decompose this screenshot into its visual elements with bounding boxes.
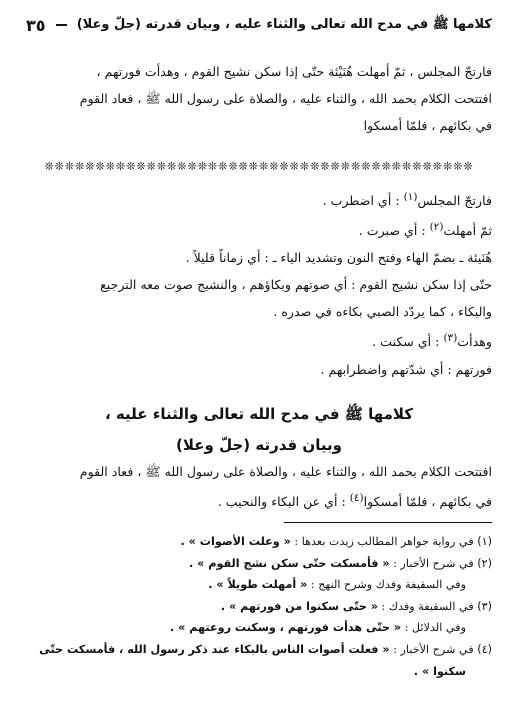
- note-line: والبكاء ، كما يردّد الصبي بكاءه في صدره .: [273, 304, 492, 320]
- footnote: (٤) في شرح الأخبار : « فعلت أصوات الناس بالبكاء عند ذكر رسول الله ، فأمسكت حتّى: [39, 642, 492, 656]
- note-line: وهدأت$^{(٣)}$ : أي سكنت .: [372, 332, 492, 350]
- note-line: حتّى إذا سكن نشيج القوم : أي صوتهم وبكاؤهم ، والنشيج صوت معه الترجيع: [100, 277, 492, 293]
- running-header: [26, 12, 492, 38]
- note-line: ثمّ أمهلت$^{(٢)}$ : أي صبرت .: [358, 221, 492, 239]
- header-rule: [56, 24, 67, 26]
- footnote: سكنوا » .: [413, 664, 466, 678]
- section-heading: كلامها ﷺ في مدح الله تعالى والثناء عليه ،: [104, 405, 414, 423]
- footnote: (١) في رواية جواهر المطالب زيدت بعدها : « وعلت الأصوات » .: [180, 535, 492, 548]
- footnote: (٣) في السقيفة وفدك : « حتّى سكنوا من فورتهم » .: [220, 599, 492, 613]
- note-line: فورتهم : أي شدّتهم واضطرابهم .: [320, 361, 492, 377]
- footnote-ref[interactable]: (٣): [443, 332, 458, 345]
- body-line: افتتحت الكلام بحمد الله ، والثناء عليه ، والصلاة على رسول الله ﷺ ، فعاد القوم: [79, 464, 492, 479]
- glossary-notes: [26, 184, 492, 383]
- body-line: في بكائهم ، فلمّا أمسكوا$^{(٤)}$ : أي عن البكاء والنحيب .: [217, 492, 492, 510]
- header-title: كلامها ﷺ في مدح الله تعالى والثناء عليه ، وبيان قدرته (جلّ وعلا): [76, 16, 492, 32]
- footnote: وفي السقيفة وفدك وشرح النهج : « أمهلت طويلاً » .: [208, 578, 466, 592]
- section-subheading: وبيان قدرته (جلّ وعلا): [176, 436, 342, 454]
- footnote: وفي الدلائل : « حتّى هدأت فورتهم ، وسكنت روعتهم » .: [169, 621, 466, 635]
- section-body: [26, 458, 492, 515]
- main-text-line: في بكائهم ، فلمّا أمسكوا: [363, 118, 492, 133]
- footnote-ref[interactable]: (٤): [349, 492, 364, 504]
- footnote-ref[interactable]: (٢): [429, 221, 444, 234]
- star-divider: ❊❊❊❊❊❊❊❊❊❊❊❊❊❊❊❊❊❊❊❊❊❊❊❊❊❊❊❊❊❊❊❊❊❊❊❊❊❊❊❊❊❊: [44, 160, 474, 173]
- note-line: فارتجّ المجلس$^{(١)}$ : أي اضطرب .: [322, 191, 492, 209]
- page-number: ٣٥: [26, 15, 46, 35]
- main-text: [26, 58, 492, 139]
- footnote-ref[interactable]: (١): [403, 191, 418, 203]
- note-line: هُنَيئة ـ بضمّ الهاء وفتح النون وتشديد الياء ـ : أي زماناً قليلاً .: [185, 250, 492, 266]
- footnote-separator: [284, 522, 492, 523]
- footnote: (٢) في شرح الأخبار : « فأمسكت حتّى سكن نشج القوم » .: [189, 556, 492, 570]
- main-text-line: فارتجّ المجلس ، ثمّ أمهلت هُنَيْئة حتّى إذا سكن نشيج القوم ، وهدأت فورتهم ،: [96, 64, 492, 79]
- footnotes: [22, 531, 492, 682]
- main-text-line: افتتحت الكلام بحمد الله ، والثناء عليه ، والصلاة على رسول الله ﷺ ، فعاد القوم: [79, 91, 492, 106]
